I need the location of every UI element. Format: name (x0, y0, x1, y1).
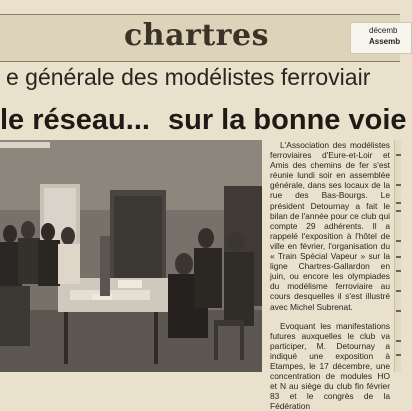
date-tag (350, 22, 412, 54)
main-headline (0, 104, 407, 140)
article-paragraph-2: Evoquant les manifestations futures auxquelles le club va participer, M. Detournay a indiqué une exposition à Etampes, le 17 décembre, une concentration de modules HO et N au siège du club fin février 83 et le congrès de la Fédération (270, 320, 390, 411)
article-body (270, 140, 390, 411)
date-tag-line-1: décemb (369, 26, 398, 35)
date-tag-line-2: Assemb (369, 37, 401, 46)
meeting-photo (0, 140, 262, 372)
kicker-headline: e générale des modélistes ferroviair (6, 64, 371, 90)
article-paragraph-1: L'Association des modélistes ferroviaires d'Eure-et-Loir et Amis des chemins de fer s'est réunie lundi soir en assemblée générale, dans ses locaux de la rue des Bas-Bourgs. Le président Detournay a fait le bilan de l'année pour ce club qui compte 29 adhérents. Il a rappelé l'exposition à l'hôtel de ville en février, l'organisation du « Train Spécial Vapeur » sur la ligne Chartres-Gallardon en juin, ou encore les olympiades du modélisme ferroviaire au cours desquelles il s'est illustré avec Michel Subrenat. (270, 140, 390, 312)
section-title: chartres (124, 18, 269, 53)
adjacent-column-edge (394, 140, 401, 372)
headline-part-1: le réseau... (0, 104, 150, 136)
headline-part-2: sur la bonne voie (168, 104, 407, 136)
meeting-photo-illustration (0, 140, 262, 372)
